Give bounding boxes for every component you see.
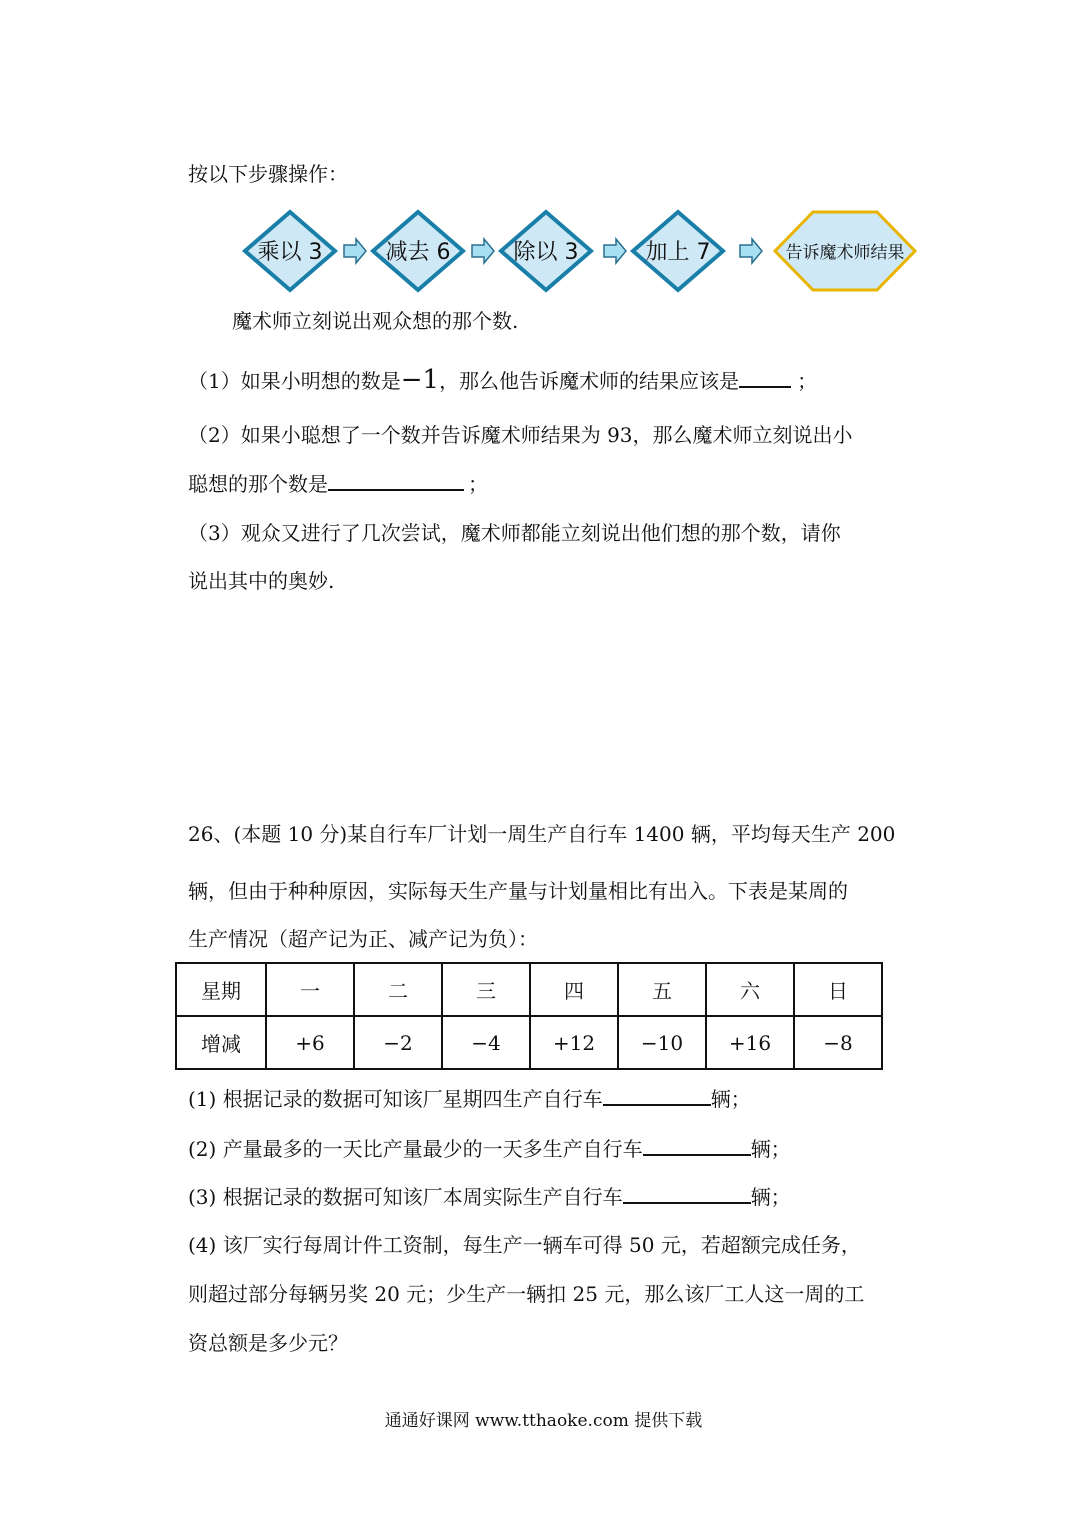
- q26-sub4-line1: (4) 该厂实行每周计件工资制，每生产一辆车可得 50 元，若超额完成任务，: [188, 1233, 861, 1257]
- q25-part3-line2: 说出其中的奥妙.: [188, 569, 335, 593]
- arrow-4-icon: [740, 239, 762, 263]
- production-table: [175, 962, 883, 1070]
- intro-text: 按以下步骤操作：: [188, 162, 348, 186]
- q26-sub2-unit: 辆；: [750, 1137, 791, 1161]
- q26-sub1: [188, 1084, 751, 1113]
- table-value-cell: −10: [618, 1016, 706, 1069]
- q26-sub3-text: (3) 根据记录的数据可知该厂本周实际生产自行车: [188, 1185, 623, 1209]
- table-value-cell: −4: [442, 1016, 530, 1069]
- answer-blank-1[interactable]: [739, 366, 791, 388]
- q25-part2-end: ；: [468, 472, 488, 496]
- q25-part2-line1: （2）如果小聪想了一个数并告诉魔术师结果为 93，那么魔术师立刻说出小: [188, 423, 853, 447]
- q25-part2-text: 聪想的那个数是: [188, 472, 328, 496]
- q26-sub2-text: (2) 产量最多的一天比产量最少的一天多生产自行车: [188, 1137, 643, 1161]
- page-footer: 通通好课网 www.tthaoke.com 提供下载: [384, 1411, 703, 1431]
- step-1-label: 乘以 3: [257, 240, 323, 265]
- q25-part2-line2: [188, 469, 488, 498]
- q25-part3-line1: （3）观众又进行了几次尝试，魔术师都能立刻说出他们想的那个数，请你: [188, 521, 841, 545]
- step-3-diamond: [501, 212, 591, 290]
- table-value-cell: −8: [794, 1016, 882, 1069]
- q26-sub3-unit: 辆；: [750, 1185, 791, 1209]
- table-value-cell: +6: [266, 1016, 354, 1069]
- final-label: 告诉魔术师结果: [785, 243, 905, 263]
- table-day-cell: 四: [530, 963, 618, 1016]
- q25-part1-text: （1）如果小明想的数是: [188, 369, 401, 393]
- final-hexagon: [775, 212, 915, 290]
- table-row-values: [176, 1016, 882, 1069]
- step-1-diamond: [245, 212, 335, 290]
- step-4-label: 加上 7: [645, 240, 711, 265]
- table-day-cell: 二: [354, 963, 442, 1016]
- arrow-1-icon: [344, 239, 366, 263]
- arrow-3-icon: [604, 239, 626, 263]
- table-value-cell: +12: [530, 1016, 618, 1069]
- answer-blank-4[interactable]: [643, 1134, 751, 1156]
- q25-statement: 魔术师立刻说出观众想的那个数.: [232, 309, 519, 333]
- table-day-cell: 六: [706, 963, 794, 1016]
- table-day-cell: 日: [794, 963, 882, 1016]
- table-day-cell: 三: [442, 963, 530, 1016]
- q26-sub4-line2: 则超过部分每辆另奖 20 元；少生产一辆扣 25 元，那么该厂工人这一周的工: [188, 1282, 865, 1306]
- q25-part1: [188, 366, 817, 395]
- arrow-2-icon: [472, 239, 494, 263]
- table-row-label: 增减: [176, 1016, 266, 1069]
- table-day-cell: 一: [266, 963, 354, 1016]
- q25-part1-value: −1: [400, 365, 440, 395]
- q26-line3: 生产情况（超产记为正、减产记为负）：: [188, 927, 538, 951]
- answer-blank-5[interactable]: [623, 1182, 751, 1204]
- step-2-label: 减去 6: [385, 240, 451, 265]
- q26-sub1-text: (1) 根据记录的数据可知该厂星期四生产自行车: [188, 1087, 603, 1111]
- q26-line1: 26、(本题 10 分)某自行车厂计划一周生产自行车 1400 辆，平均每天生产 200: [188, 822, 896, 846]
- table-day-cell: 五: [618, 963, 706, 1016]
- operation-flowchart: [240, 208, 920, 294]
- table-row-days: [176, 963, 882, 1016]
- q26-sub4-line3: 资总额是多少元？: [188, 1331, 348, 1355]
- q25-part1-text-2: ，那么他告诉魔术师的结果应该是: [439, 369, 740, 393]
- q26-sub2: [188, 1134, 791, 1163]
- step-2-diamond: [373, 212, 463, 290]
- q26-line2: 辆，但由于种种原因，实际每天生产量与计划量相比有出入。下表是某周的: [188, 879, 848, 903]
- table-header-label: 星期: [176, 963, 266, 1016]
- answer-blank-3[interactable]: [603, 1084, 711, 1106]
- table-value-cell: −2: [354, 1016, 442, 1069]
- q26-sub1-unit: 辆；: [710, 1087, 751, 1111]
- step-3-label: 除以 3: [513, 240, 579, 265]
- q26-sub3: [188, 1182, 791, 1211]
- q25-part1-end: ；: [797, 369, 818, 393]
- table-value-cell: +16: [706, 1016, 794, 1069]
- answer-blank-2[interactable]: [328, 469, 464, 491]
- step-4-diamond: [633, 212, 723, 290]
